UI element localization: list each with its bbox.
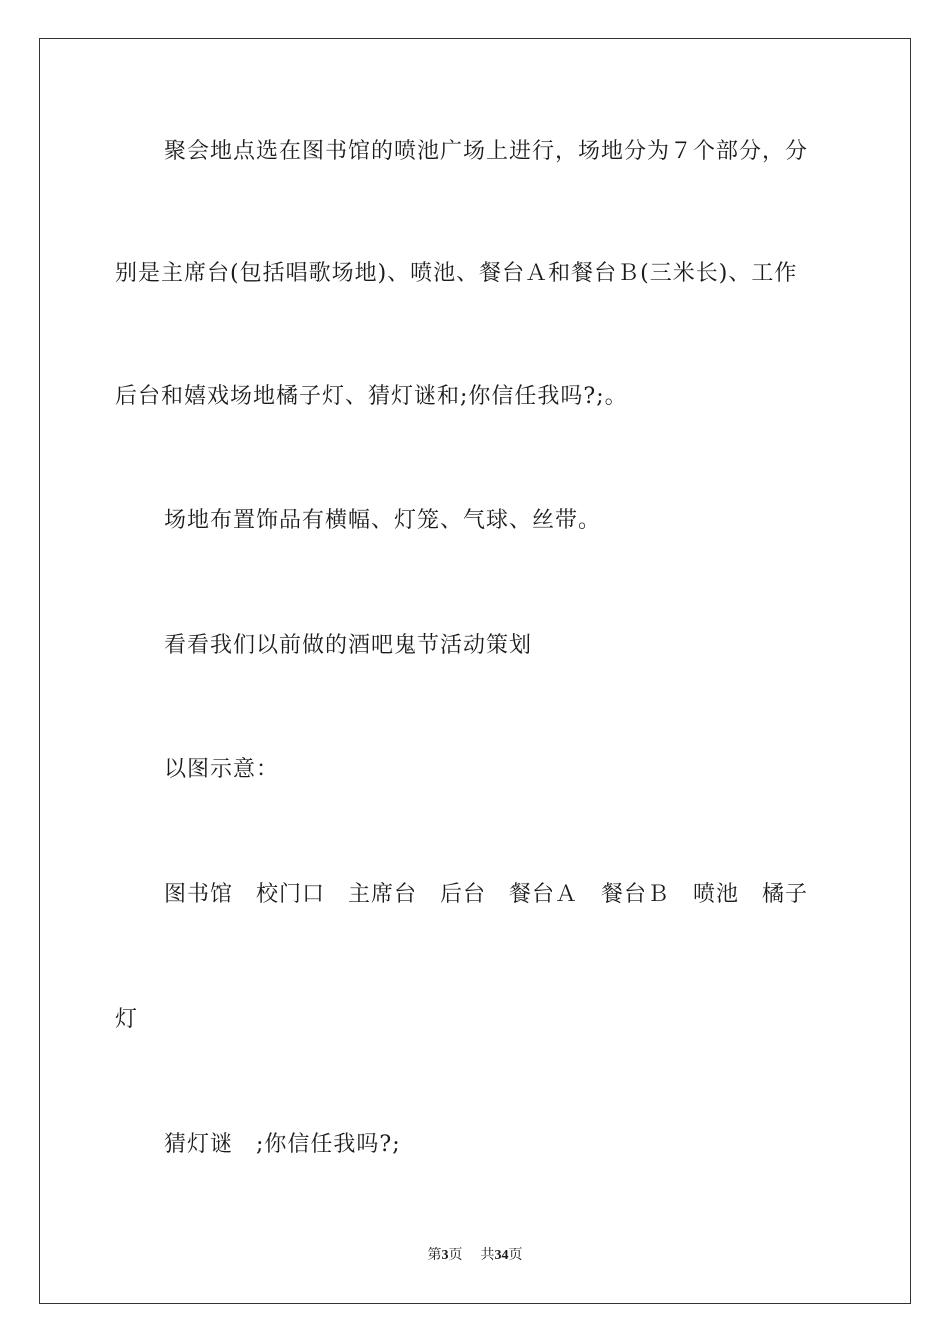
footer-total-pages: 34	[494, 1248, 509, 1263]
paragraph-line-6: 以图示意：	[164, 757, 280, 782]
paragraph-line-3: 后台和嬉戏场地橘子灯、猜灯谜和;你信任我吗?;。	[115, 384, 628, 409]
footer-total-suffix: 页	[508, 1248, 523, 1263]
footer-page-suffix: 页	[448, 1248, 463, 1263]
paragraph-line-2: 别是主席台(包括唱歌场地)、喷池、餐台Ａ和餐台Ｂ(三米长)、工作	[115, 261, 798, 286]
footer-total-prefix: 共	[480, 1248, 495, 1263]
page-footer	[0, 1246, 950, 1266]
paragraph-line-4: 场地布置饰品有横幅、灯笼、气球、丝带。	[164, 508, 602, 533]
page-border	[39, 38, 911, 1304]
paragraph-line-9: 猜灯谜 ;你信任我吗?;	[164, 1132, 401, 1157]
footer-page-prefix: 第	[427, 1248, 442, 1263]
paragraph-line-7: 图书馆 校门口 主席台 后台 餐台Ａ 餐台Ｂ 喷池 橘子	[164, 882, 809, 907]
paragraph-line-8: 灯	[115, 1007, 139, 1032]
paragraph-line-1: 聚会地点选在图书馆的喷池广场上进行，场地分为７个部分，分	[164, 139, 809, 164]
paragraph-line-5: 看看我们以前做的酒吧鬼节活动策划	[164, 633, 533, 658]
footer-page-number: 3	[441, 1248, 449, 1263]
